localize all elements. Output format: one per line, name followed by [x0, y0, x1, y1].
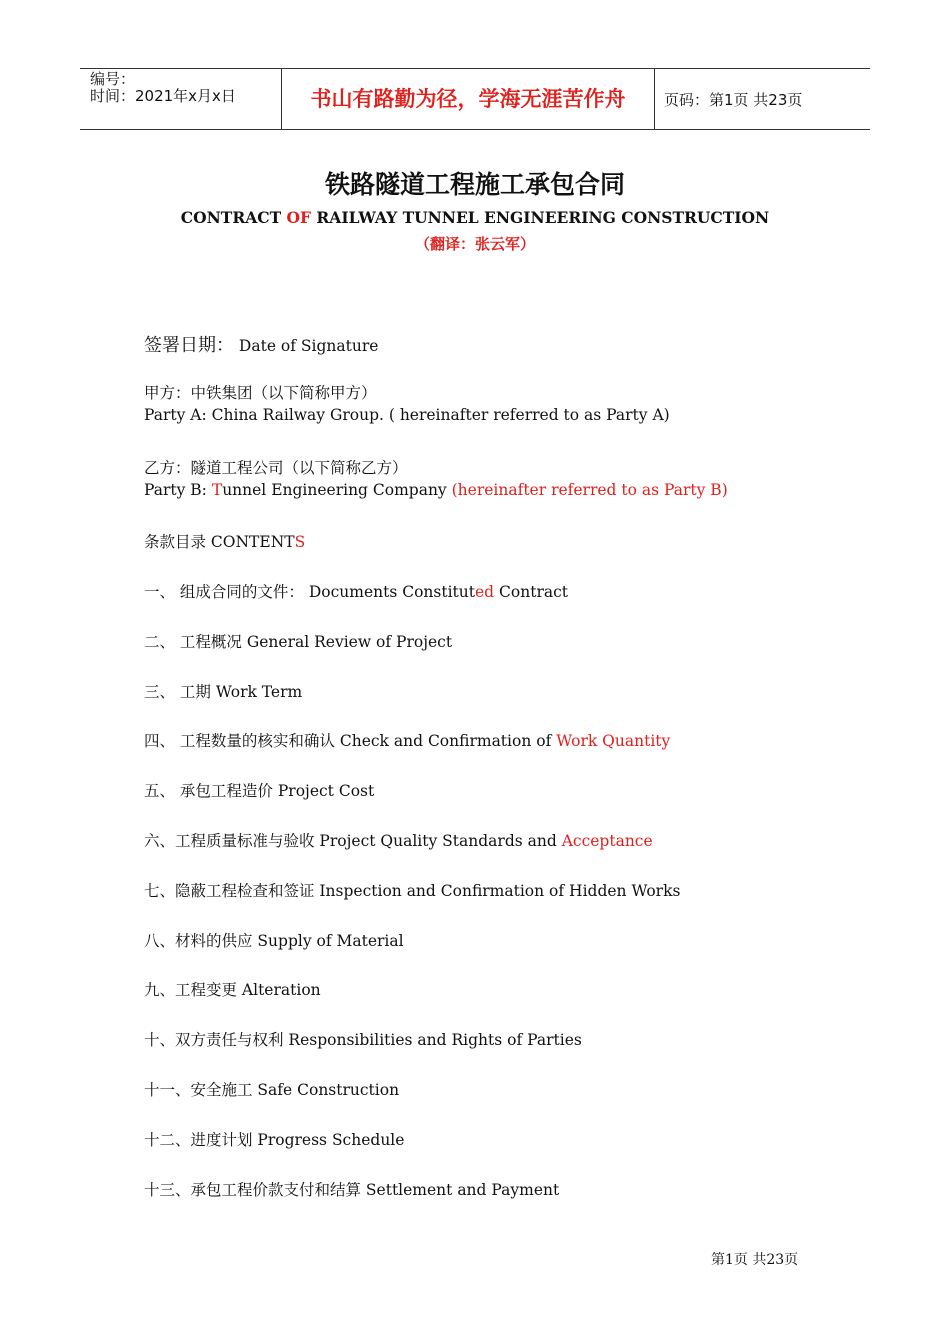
contents-highlight: S: [294, 533, 306, 551]
header-motto: 书山有路勤为径，学海无涯苦作舟: [310, 87, 626, 111]
document-title: 铁路隧道工程施工承包合同: [324, 170, 625, 199]
header-page-label: 页码：第1页 共23页: [664, 91, 803, 109]
contents-item: 九、工程变更 Alteration: [144, 981, 321, 999]
item-text: 一、 组成合同的文件： Documents Constitut: [144, 583, 475, 601]
item-highlight: ed: [475, 583, 495, 601]
item-highlight: Work Quantity: [556, 732, 671, 750]
subtitle-highlight: OF: [286, 208, 312, 227]
party-b-highlight: T: [211, 481, 223, 499]
time-label: 时间：2021年x月x日: [90, 87, 236, 105]
contents-item: 三、 工期 Work Term: [144, 683, 303, 701]
party-a-cn: 甲方：中铁集团（以下简称甲方）: [144, 384, 377, 402]
contents-item: [144, 829, 653, 851]
contents-item: 十一、安全施工 Safe Construction: [144, 1081, 400, 1099]
document-header: [80, 68, 870, 130]
contents-heading: [144, 530, 305, 552]
contents-item: 十、双方责任与权利 Responsibilities and Rights of Parties: [144, 1031, 582, 1049]
number-label: 编号：: [90, 70, 136, 88]
party-b-en: [144, 481, 728, 499]
contents-item: 十三、承包工程价款支付和结算 Settlement and Payment: [144, 1181, 560, 1199]
page-footer: 第1页 共23页: [711, 1252, 799, 1268]
contents-item: [144, 580, 568, 602]
signature-date-line: [144, 331, 378, 357]
header-divider: [654, 69, 655, 129]
signature-label-en: Date of Signature: [234, 337, 379, 355]
party-b-highlight: (hereinafter referred to as Party B): [451, 481, 728, 499]
party-b-cn: 乙方：隧道工程公司（以下简称乙方）: [144, 459, 408, 477]
item-text: 四、 工程数量的核实和确认 Check and Confirmation of: [144, 732, 557, 750]
party-b-prefix: Party B:: [144, 481, 212, 499]
item-text: Contract: [494, 583, 568, 601]
contents-item: 八、材料的供应 Supply of Material: [144, 932, 404, 950]
contents-label: 条款目录 CONTENT: [144, 533, 295, 551]
subtitle-part: RAILWAY TUNNEL ENGINEERING CONSTRUCTION: [311, 208, 770, 227]
contents-item: [144, 729, 670, 751]
translator-credit: （翻译：张云军）: [414, 235, 535, 253]
contents-item: 十二、进度计划 Progress Schedule: [144, 1131, 405, 1149]
contents-item: 二、 工程概况 General Review of Project: [144, 633, 453, 651]
subtitle-part: CONTRACT: [180, 208, 287, 227]
party-a-en: Party A: China Railway Group. ( hereinafter referred to as Party A): [144, 406, 670, 424]
header-meta: [90, 71, 236, 105]
item-highlight: Acceptance: [561, 832, 653, 850]
contents-item: 五、 承包工程造价 Project Cost: [144, 782, 375, 800]
document-subtitle: [0, 208, 950, 227]
item-text: 六、工程质量标准与验收 Project Quality Standards and: [144, 832, 562, 850]
contents-item: 七、隐蔽工程检查和签证 Inspection and Confirmation of Hidden Works: [144, 882, 681, 900]
party-b-name: unnel Engineering Company: [222, 481, 452, 499]
signature-label-cn: 签署日期：: [144, 335, 234, 356]
